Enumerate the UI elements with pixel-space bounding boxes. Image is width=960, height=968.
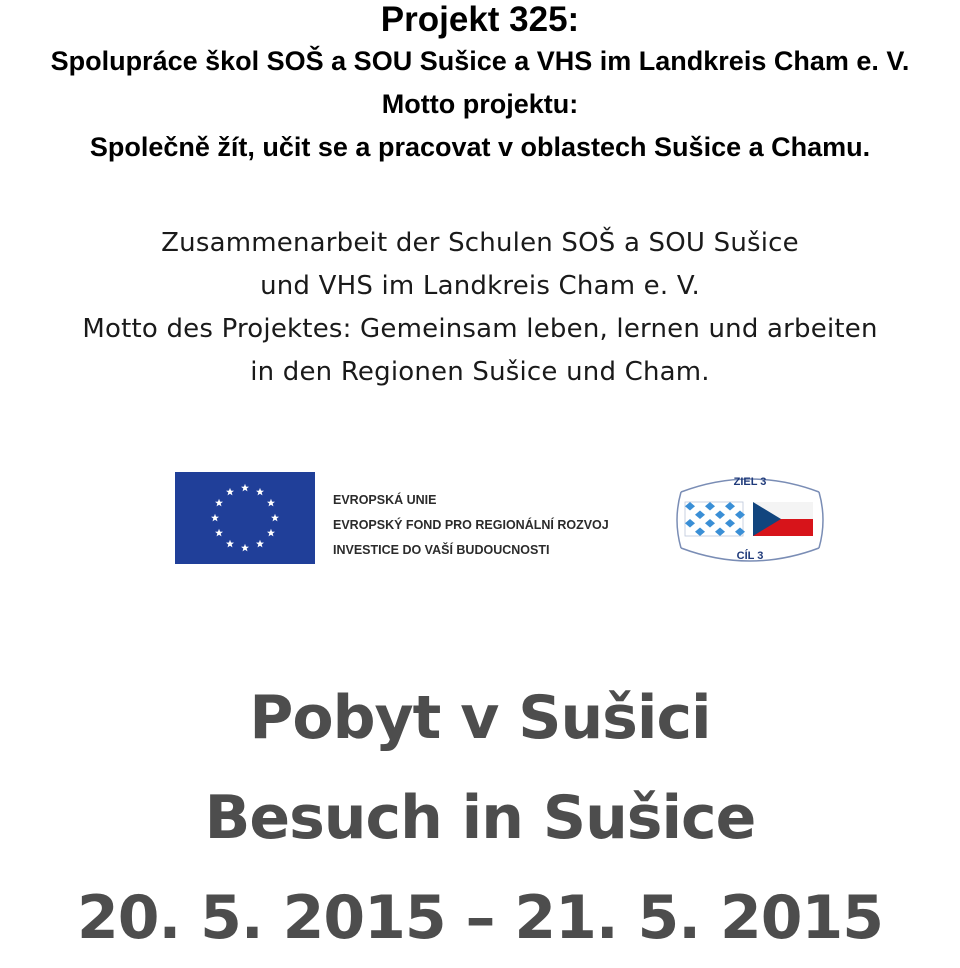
project-cz-motto-label: Motto projektu:: [381, 89, 579, 119]
ziel3-top-label: ZIEL 3: [733, 476, 767, 488]
eu-logo-line-3: INVESTICE DO VAŠÍ BUDOUCNOSTI: [333, 543, 550, 557]
german-header: [0, 222, 960, 394]
ziel3-logo: [675, 470, 825, 570]
project-title: Projekt 325:: [380, 0, 580, 39]
project-de-line-2: und VHS im Landkreis Cham e. V.: [260, 271, 700, 301]
project-cz-motto: Společně žít, učit se a pracovat v oblastech Sušice a Chamu.: [89, 132, 871, 162]
project-de-line-4: in den Regionen Sušice und Cham.: [250, 357, 710, 387]
event-dates: 20. 5. 2015 – 21. 5. 2015: [77, 883, 883, 953]
project-de-line-1: Zusammenarbeit der Schulen SOŠ a SOU Sušice: [161, 228, 799, 258]
eu-flag-icon: [175, 472, 315, 564]
eu-logo-text: [333, 488, 673, 563]
event-title-cz: Pobyt v Sušici: [249, 683, 711, 753]
eu-logo-line-1: EVROPSKÁ UNIE: [333, 493, 437, 507]
project-de-motto: Motto des Projektes: Gemeinsam leben, lernen und arbeiten: [82, 314, 878, 344]
czech-flag-icon: [753, 502, 813, 536]
project-cz-line-1: Spolupráce škol SOŠ a SOU Sušice a VHS im Landkreis Cham e. V.: [50, 46, 910, 76]
czech-header: [0, 0, 960, 169]
eu-logo-line-2: EVROPSKÝ FOND PRO REGIONÁLNÍ ROZVOJ: [333, 518, 609, 532]
ziel3-bottom-label: CÍL 3: [736, 550, 764, 562]
event-block: [0, 668, 960, 968]
logo-row: [175, 470, 825, 570]
event-title-de: Besuch in Sušice: [204, 783, 756, 853]
bavaria-flag-icon: [685, 502, 745, 536]
eu-flag-svg: [175, 472, 315, 564]
